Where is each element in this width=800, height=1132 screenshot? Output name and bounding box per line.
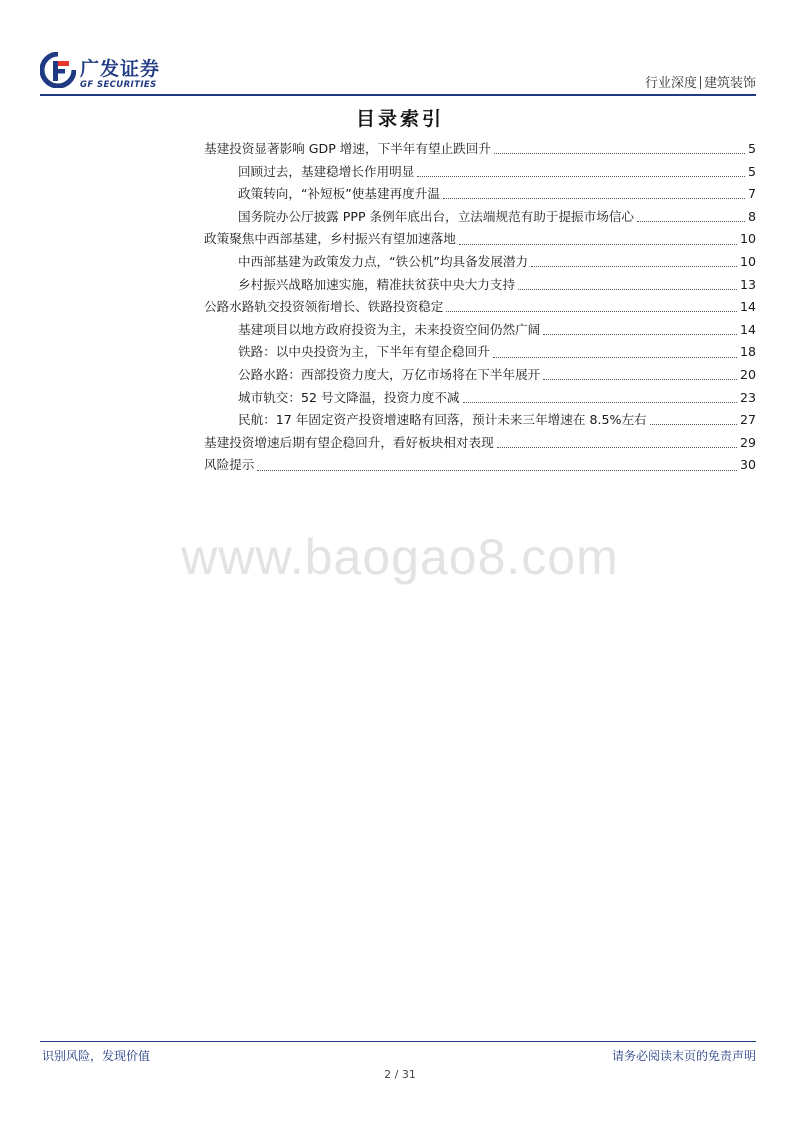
toc-leader-dots [493, 356, 737, 358]
toc-leader-dots [543, 333, 737, 335]
toc-entry[interactable] [204, 161, 756, 184]
toc-leader-dots [463, 401, 737, 403]
toc-leader-dots [257, 469, 737, 471]
toc-entry-title: 铁路：以中央投资为主，下半年有望企稳回升 [238, 344, 490, 360]
toc-leader-dots [417, 175, 745, 177]
toc-entry-title: 政策聚焦中西部基建，乡村振兴有望加速落地 [204, 231, 456, 247]
toc-leader-dots [494, 152, 745, 154]
logo-name-en: GF SECURITIES [80, 80, 157, 90]
header-rule [40, 94, 756, 96]
toc-leader-dots [650, 423, 737, 425]
toc-entry[interactable] [204, 387, 756, 410]
toc-entry-page: 27 [739, 412, 756, 428]
toc-entry[interactable] [204, 409, 756, 432]
company-logo [40, 52, 180, 96]
toc-entry-page: 14 [739, 299, 756, 315]
toc-entry-title: 公路水路：西部投资力度大，万亿市场将在下半年展开 [238, 366, 541, 382]
toc-entry-title: 公路水路轨交投资领衔增长、铁路投资稳定 [204, 299, 444, 315]
toc-entry-title: 基建项目以地方政府投资为主，未来投资空间仍然广阔 [238, 321, 541, 337]
toc-entry[interactable] [204, 454, 756, 477]
toc-entry-page: 20 [739, 366, 756, 382]
footer-rule [40, 1041, 756, 1042]
logo-name-cn: 广发证券 [80, 58, 161, 80]
toc-leader-dots [443, 197, 745, 199]
toc-entry-page: 18 [739, 344, 756, 360]
toc-entry-title: 回顾过去，基建稳增长作用明显 [238, 163, 415, 179]
toc-entry-title: 基建投资增速后期有望企稳回升，看好板块相对表现 [204, 434, 494, 450]
toc-entry-page: 8 [747, 208, 756, 224]
footer-disclaimer: 请务必阅读末页的免责声明 [611, 1049, 756, 1063]
toc-leader-dots [531, 265, 737, 267]
toc-leader-dots [543, 378, 737, 380]
page-header [0, 0, 800, 100]
toc-leader-dots [497, 446, 737, 448]
toc-entry[interactable] [204, 296, 756, 319]
toc-entry[interactable] [204, 341, 756, 364]
toc-entry-title: 风险提示 [204, 457, 255, 473]
toc-entry-title: 乡村振兴战略加速实施，精准扶贫获中央大力支持 [238, 276, 516, 292]
page-number: 2 / 31 [384, 1068, 416, 1081]
toc-entry[interactable] [204, 183, 756, 206]
toc-entry[interactable] [204, 319, 756, 342]
report-category [645, 72, 756, 91]
toc-title: 目录索引 [355, 108, 444, 130]
toc-entry-title: 中西部基建为政策发力点，“铁公机”均具备发展潜力 [238, 253, 529, 269]
toc-entry-page: 5 [747, 141, 756, 156]
toc-entry-page: 7 [747, 186, 756, 202]
toc-leader-dots [446, 310, 737, 312]
toc-leader-dots [637, 220, 745, 222]
header-divider [700, 76, 701, 89]
category-label: 行业深度 [644, 76, 697, 91]
sector-label: 建筑装饰 [703, 76, 756, 91]
toc-entry-page: 10 [739, 253, 756, 269]
toc-entry-page: 10 [739, 231, 756, 247]
toc-entry-title: 民航：17 年固定资产投资增速略有回落，预计未来三年增速在 8.5%左右 [238, 412, 647, 428]
watermark: www.baogao8.com [181, 529, 619, 585]
toc-entry-title: 城市轨交：52 号文降温，投资力度不减 [238, 389, 460, 405]
toc-entry-page: 23 [739, 389, 756, 405]
toc-entry[interactable] [204, 138, 756, 161]
toc-leader-dots [518, 288, 737, 290]
table-of-contents [204, 138, 756, 477]
toc-entry-title: 基建投资显著影响 GDP 增速，下半年有望止跌回升 [204, 141, 491, 156]
footer-slogan: 识别风险，发现价值 [42, 1049, 151, 1063]
toc-entry[interactable] [204, 228, 756, 251]
toc-entry-page: 14 [739, 321, 756, 337]
toc-entry-page: 30 [739, 457, 756, 473]
toc-entry[interactable] [204, 206, 756, 229]
toc-entry-title: 政策转向，“补短板”使基建再度升温 [238, 186, 440, 202]
toc-entry[interactable] [204, 274, 756, 297]
toc-entry-page: 29 [739, 434, 756, 450]
toc-entry[interactable] [204, 432, 756, 455]
toc-entry-title: 国务院办公厅披露 PPP 条例年底出台，立法端规范有助于提振市场信心 [238, 208, 635, 224]
toc-entry[interactable] [204, 251, 756, 274]
toc-leader-dots [459, 243, 737, 245]
toc-entry-page: 13 [739, 276, 756, 292]
gf-logo-icon [40, 52, 76, 88]
toc-entry-page: 5 [747, 163, 756, 179]
toc-entry[interactable] [204, 364, 756, 387]
